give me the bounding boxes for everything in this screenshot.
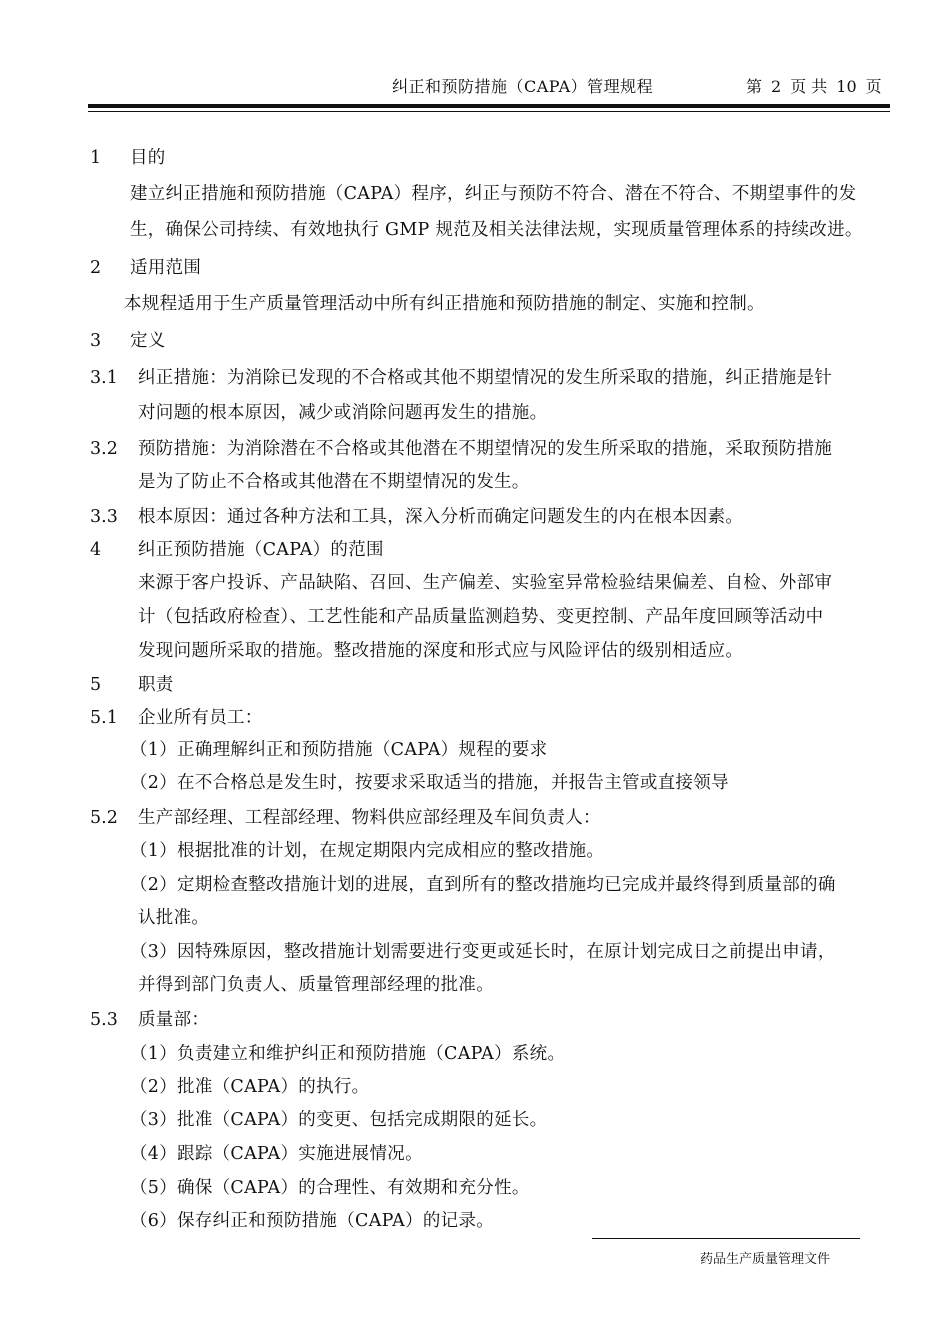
section-5-2-item-2-line-1: （2）定期检查整改措施计划的进展，直到所有的整改措施均已完成并最终得到质量部的确 [130, 875, 836, 895]
section-5-1-title: 企业所有员工： [138, 708, 263, 728]
section-5-2-number: 5.2 [90, 808, 118, 828]
section-3-1-text-line-1: 纠正措施：为消除已发现的不合格或其他不期望情况的发生所采取的措施，纠正措施是针 [138, 368, 833, 388]
section-5-3-item-5: （5）确保（CAPA）的合理性、有效期和充分性。 [130, 1178, 530, 1198]
section-5-3-number: 5.3 [90, 1010, 118, 1030]
section-5-3-item-3: （3）批准（CAPA）的变更、包括完成期限的延长。 [130, 1110, 548, 1130]
section-3-3-number: 3.3 [90, 507, 118, 527]
section-1-number: 1 [90, 148, 102, 168]
section-2-text: 本规程适用于生产质量管理活动中所有纠正措施和预防措施的制定、实施和控制。 [124, 294, 765, 314]
footer-label: 药品生产质量管理文件 [700, 1252, 831, 1267]
section-5-3-item-2: （2）批准（CAPA）的执行。 [130, 1077, 370, 1097]
section-5-2-title: 生产部经理、工程部经理、物料供应部经理及车间负责人： [138, 808, 601, 828]
document-title: 纠正和预防措施（CAPA）管理规程 [392, 77, 654, 96]
section-2-number: 2 [90, 258, 102, 278]
section-5-1-item-2: （2）在不合格总是发生时，按要求采取适当的措施，并报告主管或直接领导 [130, 773, 729, 793]
section-3-1-text-line-2: 对问题的根本原因，减少或消除问题再发生的措施。 [138, 403, 548, 423]
section-5-3-item-4: （4）跟踪（CAPA）实施进展情况。 [130, 1144, 423, 1164]
section-4-text-line-2: 计（包括政府检查）、工艺性能和产品质量监测趋势、变更控制、产品年度回顾等活动中 [138, 607, 824, 627]
section-4-text-line-1: 来源于客户投诉、产品缺陷、召回、生产偏差、实验室异常检验结果偏差、自检、外部审 [138, 573, 833, 593]
section-4-text-line-3: 发现问题所采取的措施。整改措施的深度和形式应与风险评估的级别相适应。 [138, 641, 744, 661]
section-5-3-item-1: （1）负责建立和维护纠正和预防措施（CAPA）系统。 [130, 1044, 566, 1064]
section-1-text-line-1: 建立纠正措施和预防措施（CAPA）程序，纠正与预防不符合、潜在不符合、不期望事件的发 [130, 184, 857, 204]
section-5-2-item-2-line-2: 认批准。 [138, 908, 210, 928]
section-5-2-item-3-line-2: 并得到部门负责人、质量管理部经理的批准。 [138, 975, 494, 995]
section-3-2-number: 3.2 [90, 439, 118, 459]
page-suffix: 页 [865, 77, 882, 96]
page-total: 10 [836, 77, 857, 96]
footer-rule [592, 1238, 860, 1239]
section-3-1-number: 3.1 [90, 368, 118, 388]
section-3-2-text-line-1: 预防措施：为消除潜在不合格或其他潜在不期望情况的发生所采取的措施，采取预防措施 [138, 439, 833, 459]
section-5-2-item-3-line-1: （3）因特殊原因，整改措施计划需要进行变更或延长时，在原计划完成日之前提出申请， [130, 942, 836, 962]
page-indicator [746, 74, 882, 97]
header-rule-thin [88, 111, 890, 112]
section-1-text-line-2: 生，确保公司持续、有效地执行 GMP 规范及相关法律法规，实现质量管理体系的持续改进。 [130, 220, 863, 240]
page-mid: 页 共 [790, 77, 828, 96]
section-3-number: 3 [90, 331, 102, 351]
section-5-3-item-6: （6）保存纠正和预防措施（CAPA）的记录。 [130, 1211, 495, 1231]
section-2-title: 适用范围 [130, 258, 202, 278]
page-number: 2 [771, 77, 782, 96]
section-5-2-item-1: （1）根据批准的计划，在规定期限内完成相应的整改措施。 [130, 841, 605, 861]
section-3-2-text-line-2: 是为了防止不合格或其他潜在不期望情况的发生。 [138, 472, 530, 492]
section-5-1-number: 5.1 [90, 708, 118, 728]
section-5-number: 5 [90, 675, 102, 695]
section-5-1-item-1: （1）正确理解纠正和预防措施（CAPA）规程的要求 [130, 740, 548, 760]
page-prefix: 第 [746, 77, 763, 96]
section-4-number: 4 [90, 540, 102, 560]
section-3-title: 定义 [130, 331, 166, 351]
header-rule-thick [88, 104, 890, 108]
section-5-title: 职责 [138, 675, 174, 695]
section-4-title: 纠正预防措施（CAPA）的范围 [138, 540, 384, 560]
section-1-title: 目的 [130, 148, 166, 168]
section-3-3-text: 根本原因：通过各种方法和工具，深入分析而确定问题发生的内在根本因素。 [138, 507, 744, 527]
section-5-3-title: 质量部： [138, 1010, 210, 1030]
